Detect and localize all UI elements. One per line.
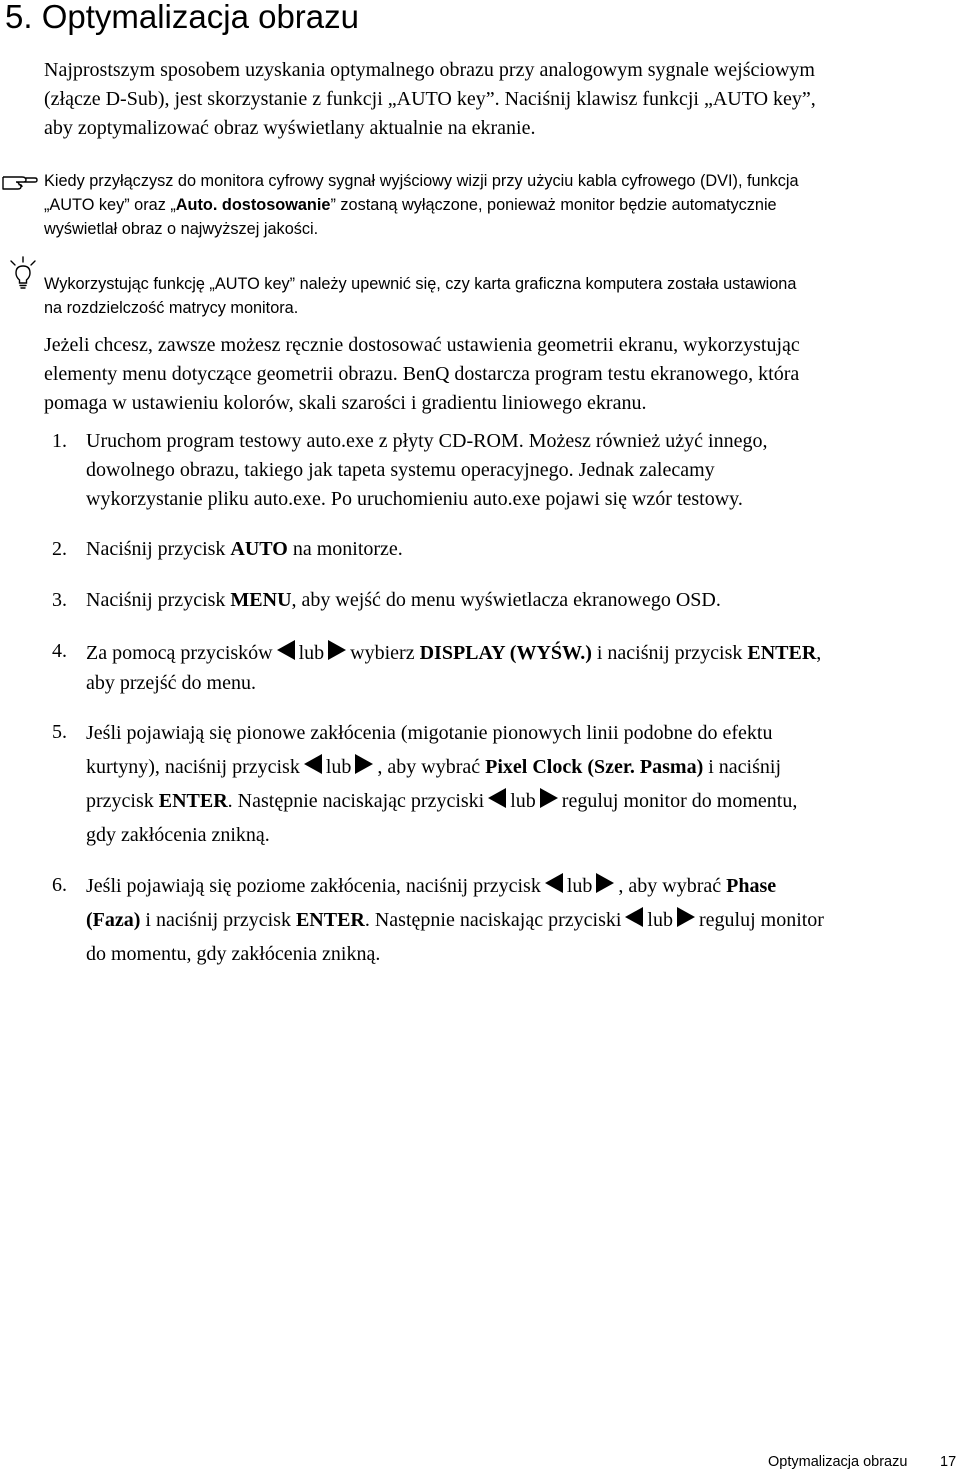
step-line: Uruchom program testowy auto.exe z płyty CD-ROM. Możesz również użyć innego, — [86, 430, 768, 452]
step-text: . Następnie naciskając przyciski — [364, 909, 622, 931]
step-number: 5. — [52, 721, 67, 743]
step-text: , aby wybrać — [618, 875, 727, 897]
step-text: kurtyny), naciśnij przycisk — [86, 756, 300, 778]
pointing-hand-icon — [2, 170, 38, 192]
step-number: 3. — [52, 589, 67, 611]
page-footer — [0, 1452, 960, 1476]
button-name: ENTER — [158, 790, 228, 812]
note-text: „AUTO key” oraz „ — [44, 196, 176, 214]
page-number: 17 — [940, 1454, 957, 1470]
menu-name: Phase — [726, 875, 777, 897]
step-number: 6. — [52, 874, 67, 896]
step-text: Naciśnij przycisk — [86, 589, 231, 611]
button-name: ENTER — [295, 909, 365, 931]
button-name: MENU — [230, 589, 292, 611]
note-text: ” zostaną wyłączone, ponieważ monitor będzie automatycznie — [330, 196, 777, 214]
step-text: lub — [510, 790, 536, 812]
intro-line: aby zoptymalizować obraz wyświetlany aktualnie na ekranie. — [44, 117, 536, 139]
right-arrow-icon — [677, 907, 695, 927]
step-text: , aby wejść do menu wyświetlacza ekranowego OSD. — [291, 589, 721, 611]
step-5 — [86, 716, 958, 852]
right-arrow-icon — [596, 873, 614, 893]
step-6 — [86, 869, 958, 971]
note-emphasis: Auto. dostosowanie — [175, 196, 331, 214]
left-arrow-icon — [545, 873, 563, 893]
step-number: 4. — [52, 640, 67, 662]
step-text: lub — [325, 756, 352, 778]
intro-line: Najprostszym sposobem uzyskania optymalnego obrazu przy analogowym sygnale wejściowym — [44, 59, 815, 81]
right-arrow-icon — [540, 788, 558, 808]
note-block — [44, 169, 958, 241]
left-arrow-icon — [625, 907, 643, 927]
menu-name: Pixel Clock (Szer. Pasma) — [485, 756, 704, 778]
left-arrow-icon — [488, 788, 506, 808]
right-arrow-icon — [328, 640, 346, 660]
step-line — [86, 637, 958, 669]
step-text: reguluj monitor — [698, 909, 824, 931]
step-line: dowolnego obrazu, takiego jak tapeta systemu operacyjnego. Jednak zalecamy — [86, 459, 715, 481]
step-3 — [86, 586, 958, 615]
step-text: i naciśnij — [703, 756, 782, 778]
step-text: Naciśnij przycisk — [86, 538, 231, 560]
step-text: . Następnie naciskając przyciski — [227, 790, 485, 812]
manual-line: Jeżeli chcesz, zawsze możesz ręcznie dostosować ustawienia geometrii ekranu, wykorzystując — [44, 334, 800, 356]
step-text: reguluj monitor do momentu, — [561, 790, 798, 812]
step-text: i naciśnij przycisk — [591, 642, 748, 664]
step-line — [86, 535, 958, 564]
step-text: na monitorze. — [287, 538, 403, 560]
manual-line: elementy menu dotyczące geometrii obrazu. BenQ dostarcza program testu ekranowego, która — [44, 363, 800, 385]
step-text: i naciśnij przycisk — [140, 909, 296, 931]
manual-line: pomaga w ustawieniu kolorów, skali szarości i gradientu liniowego ekranu. — [44, 392, 647, 414]
step-4 — [86, 637, 958, 698]
step-number: 1. — [52, 430, 67, 452]
footer-section-title: Optymalizacja obrazu — [768, 1454, 908, 1470]
step-line — [86, 784, 958, 818]
tip-line: Wykorzystując funkcję „AUTO key” należy upewnić się, czy karta graficzna komputera została ustawiona — [44, 275, 797, 293]
step-1 — [86, 427, 958, 514]
note-line: Kiedy przyłączysz do monitora cyfrowy sygnał wyjściowy wizji przy użyciu kabla cyfrowego (DVI), funkcja — [44, 172, 799, 190]
step-line: do momentu, gdy zakłócenia znikną. — [86, 943, 381, 965]
lightbulb-icon — [8, 256, 38, 290]
step-text: wybierz — [350, 642, 420, 664]
tip-block — [44, 272, 958, 320]
intro-line: (złącze D-Sub), jest skorzystanie z funkcji „AUTO key”. Naciśnij klawisz funkcji „AUTO key”, — [44, 88, 816, 110]
step-line — [86, 869, 958, 903]
step-line — [86, 586, 958, 615]
step-text: Za pomocą przycisków — [86, 642, 273, 664]
step-line: Jeśli pojawiają się pionowe zakłócenia (migotanie pionowych linii podobne do efektu — [86, 722, 773, 744]
step-text: , — [816, 642, 822, 664]
menu-name: (Faza) — [86, 909, 141, 931]
button-name: AUTO — [230, 538, 288, 560]
right-arrow-icon — [355, 754, 373, 774]
button-name: ENTER — [747, 642, 817, 664]
step-text: , aby wybrać — [377, 756, 486, 778]
step-line: wykorzystanie pliku auto.exe. Po uruchomieniu auto.exe pojawi się wzór testowy. — [86, 488, 743, 510]
step-line: aby przejść do menu. — [86, 672, 256, 694]
step-text: Jeśli pojawiają się poziome zakłócenia, naciśnij przycisk — [86, 875, 541, 897]
left-arrow-icon — [304, 754, 322, 774]
note-line — [44, 193, 958, 217]
menu-name: DISPLAY (WYŚW.) — [419, 642, 592, 664]
step-line: gdy zakłócenia znikną. — [86, 824, 270, 846]
note-line: wyświetlał obraz o najwyższej jakości. — [44, 220, 319, 238]
left-arrow-icon — [277, 640, 295, 660]
step-line — [86, 750, 958, 784]
step-line — [86, 903, 958, 937]
step-text: lub — [298, 642, 325, 664]
step-text: przycisk — [86, 790, 159, 812]
step-2 — [86, 535, 958, 564]
step-text: lub — [647, 909, 673, 931]
step-number: 2. — [52, 538, 67, 560]
step-text: lub — [566, 875, 593, 897]
intro-paragraph — [44, 56, 958, 143]
page-title: 5. Optymalizacja obrazu — [5, 0, 359, 35]
tip-line: na rozdzielczość matrycy monitora. — [44, 299, 299, 317]
manual-paragraph — [44, 331, 958, 418]
